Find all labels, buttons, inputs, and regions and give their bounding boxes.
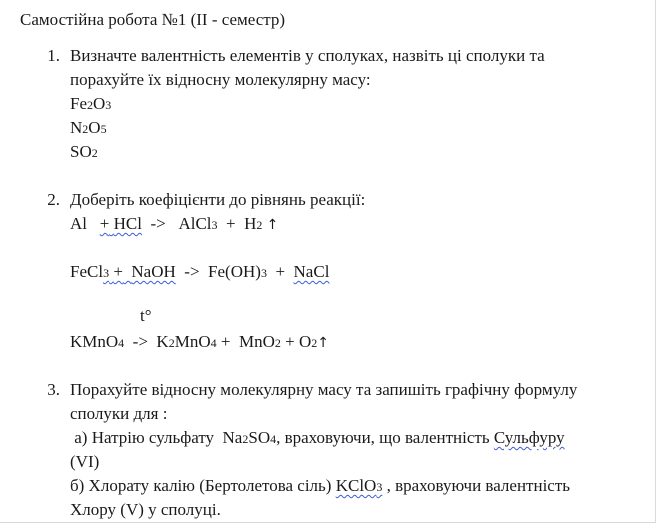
task-1-number: 1. xyxy=(47,46,60,65)
compound-so2: SO2 xyxy=(70,142,98,161)
task-3-item-a: а) Натрію сульфату Na2SO4, враховуючи, що валентність Сульфуру xyxy=(70,428,565,447)
equation-2-reactant-naoh: 3 + NaOH xyxy=(103,262,176,281)
task-3-line-2: сполуки для : xyxy=(70,404,168,423)
task-2-heading: Доберіть коефіцієнти до рівнянь реакції: xyxy=(70,190,366,209)
equation-1-reactant-hcl: + HCl xyxy=(99,214,142,233)
task-1-line-1: Визначте валентність елементів у сполуках, назвіть ці сполуки та xyxy=(70,46,545,65)
task-3-number: 3. xyxy=(47,380,60,399)
up-arrow-icon: ↑ xyxy=(266,217,279,233)
formula-kclo3: KClO3 xyxy=(335,476,383,495)
page-title: Самостійна робота №1 (ІІ - семестр) xyxy=(20,10,286,29)
task-3-item-b: б) Хлорату калію (Бертолетова сіль) KClO3 , враховуючи валентність xyxy=(70,476,571,495)
equation-3: KMnO4 -> K2MnO4 + MnO2 + O2↑ xyxy=(70,332,329,351)
task-3-item-b-line-2: Хлору (V) у сполуці. xyxy=(70,500,221,519)
up-arrow-icon: ↑ xyxy=(317,335,329,351)
compound-fe2o3: Fe2O3 xyxy=(70,94,112,113)
equation-1: Al + HCl -> AlCl3 + H2 ↑ xyxy=(70,214,279,233)
task-1-line-2: порахуйте їх відносну молекулярну масу: xyxy=(70,70,371,89)
temperature-label: t° xyxy=(140,306,152,325)
task-2-number: 2. xyxy=(47,190,60,209)
task-3-item-a-line-2: (VI) xyxy=(70,452,100,471)
equation-2-product-nacl: NaCl xyxy=(293,262,330,281)
compound-n2o5: N2O5 xyxy=(70,118,107,137)
word-sulfur: Сульфуру xyxy=(493,428,565,447)
equation-2: FeCl3 + NaOH -> Fe(OH)3 + NaCl xyxy=(70,262,330,281)
task-3-line-1: Порахуйте відносну молекулярну масу та запишіть графічну формулу xyxy=(70,380,578,399)
